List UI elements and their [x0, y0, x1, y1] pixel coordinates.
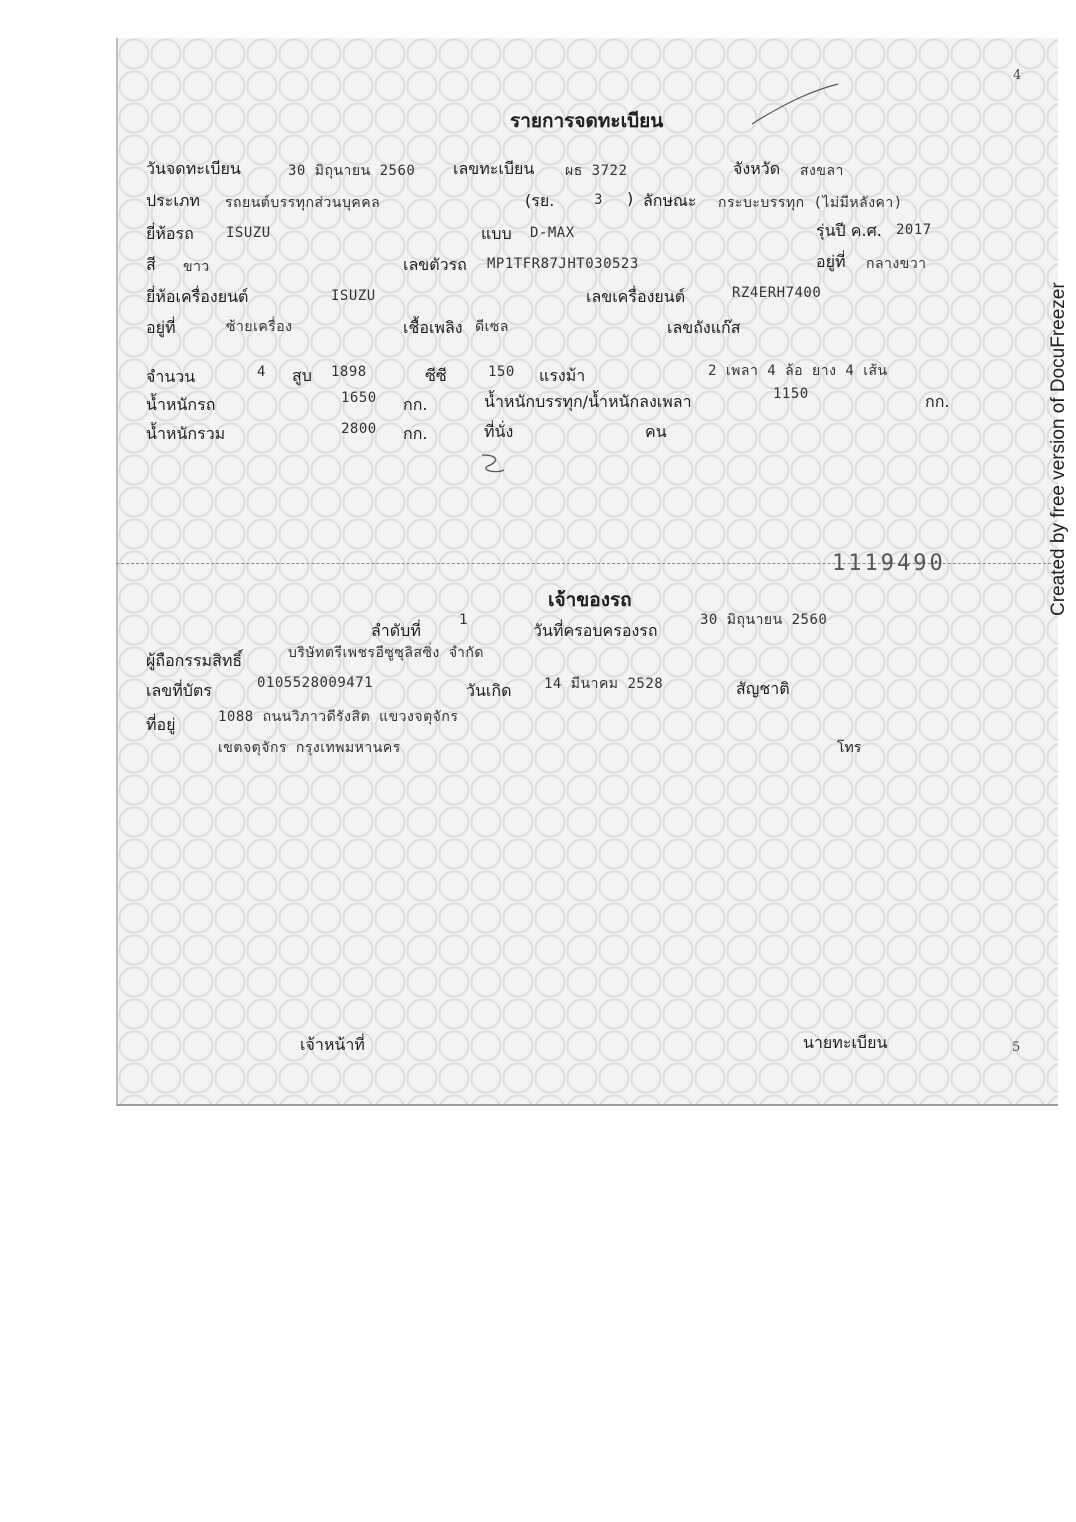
holder-label: ผู้ถือกรรมสิทธิ์	[146, 651, 243, 670]
model-value: D-MAX	[530, 225, 575, 241]
cylinder-label: สูบ	[292, 366, 312, 385]
nationality-label: สัญชาติ	[736, 679, 790, 698]
ry-label: (รย.	[525, 191, 555, 210]
model-year-label: รุ่นปี ค.ศ.	[816, 221, 882, 240]
type-label: ประเภท	[146, 191, 200, 210]
engine-location-label: อยู่ที่	[146, 318, 176, 337]
chassis-location-value: กลางขวา	[866, 256, 927, 272]
seats-unit: คน	[645, 422, 667, 441]
officer-label: เจ้าหน้าที่	[300, 1035, 365, 1054]
possession-date-label: วันที่ครอบครองรถ	[533, 621, 658, 640]
model-label: แบบ	[481, 224, 512, 243]
registration-date-value: 30 มิถุนายน 2560	[288, 163, 416, 179]
engine-brand-label: ยี่ห้อเครื่องยนต์	[146, 287, 249, 306]
order-label: ลำดับที่	[371, 621, 421, 640]
fuel-value: ดีเซล	[475, 319, 509, 335]
color-value: ขาว	[183, 259, 210, 275]
province-label: จังหวัด	[733, 159, 781, 178]
cc-value: 150	[488, 364, 515, 380]
load-label: น้ำหนักบรรทุก/น้ำหนักลงเพลา	[484, 392, 692, 411]
load-value: 1150	[773, 386, 809, 402]
plate-label: เลขทะเบียน	[453, 159, 535, 178]
registrar-label: นายทะเบียน	[803, 1033, 888, 1052]
owner-section-title: เจ้าของรถ	[548, 589, 632, 611]
load-unit: กก.	[925, 392, 950, 411]
total-weight-value: 2800	[341, 421, 377, 437]
order-value: 1	[459, 612, 468, 628]
count-label: จำนวน	[146, 367, 196, 386]
possession-date-value: 30 มิถุนายน 2560	[700, 612, 828, 628]
card-number-label: เลขที่บัตร	[146, 681, 212, 700]
section-title: รายการจดทะเบียน	[510, 110, 664, 132]
gas-tank-label: เลขถังแก๊ส	[667, 318, 741, 337]
engine-number-value: RZ4ERH7400	[732, 285, 822, 301]
card-number-value: 0105528009471	[257, 675, 374, 691]
model-year-value: 2017	[896, 222, 932, 238]
weight-value: 1650	[341, 390, 377, 406]
serial-number: 1119490	[832, 551, 946, 576]
character-label: ลักษณะ	[643, 191, 697, 210]
brand-label: ยี่ห้อรถ	[146, 224, 194, 243]
seats-label: ที่นั่ง	[484, 422, 514, 441]
type-value: รถยนต์บรรทุกส่วนบุคคล	[225, 195, 381, 211]
holder-value: บริษัทตรีเพชรอีซูซุลิสซิ่ง จำกัด	[288, 645, 484, 661]
color-label: สี	[146, 255, 156, 274]
address-line-1: 1088 ถนนวิภาวดีรังสิต แขวงจตุจักร	[218, 709, 459, 725]
chassis-value: MP1TFR87JHT030523	[487, 256, 639, 272]
count-value: 4	[257, 364, 266, 380]
horsepower-label: แรงม้า	[539, 366, 586, 385]
engine-number-label: เลขเครื่องยนต์	[586, 287, 686, 306]
total-weight-label: น้ำหนักรวม	[146, 424, 226, 443]
address-line-2: เขตจตุจักร กรุงเทพมหานคร	[218, 740, 401, 756]
plate-value: ผธ 3722	[565, 163, 628, 179]
birth-date-value: 14 มีนาคม 2528	[544, 676, 664, 692]
axle-value: 2 เพลา 4 ล้อ ยาง 4 เส้น	[708, 363, 888, 379]
page-number-bottom: 5	[1012, 1040, 1021, 1055]
ry-close: )	[627, 189, 634, 208]
cc-label: ซีซี	[425, 366, 447, 385]
chassis-location-label: อยู่ที่	[816, 252, 846, 271]
total-weight-unit: กก.	[403, 424, 428, 443]
brand-value: ISUZU	[226, 225, 271, 241]
chassis-label: เลขตัวรถ	[403, 255, 467, 274]
docufreezer-watermark: Created by free version of DocuFreezer	[1048, 282, 1069, 616]
character-value: กระบะบรรทุก (ไม่มีหลังคา)	[718, 195, 903, 211]
ry-value: 3	[594, 192, 603, 208]
weight-unit: กก.	[403, 395, 428, 414]
cylinder-value: 1898	[331, 364, 367, 380]
page-number-top: 4	[1013, 68, 1022, 83]
engine-brand-value: ISUZU	[331, 288, 376, 304]
weight-label: น้ำหนักรถ	[146, 395, 216, 414]
birth-date-label: วันเกิด	[466, 681, 512, 700]
engine-location-value: ซ้ายเครื่อง	[226, 319, 293, 335]
province-value: สงขลา	[800, 163, 844, 179]
fuel-label: เชื้อเพลิง	[403, 318, 463, 337]
address-label: ที่อยู่	[146, 715, 176, 734]
registration-date-label: วันจดทะเบียน	[146, 159, 241, 178]
phone-label: โทร	[837, 740, 862, 756]
